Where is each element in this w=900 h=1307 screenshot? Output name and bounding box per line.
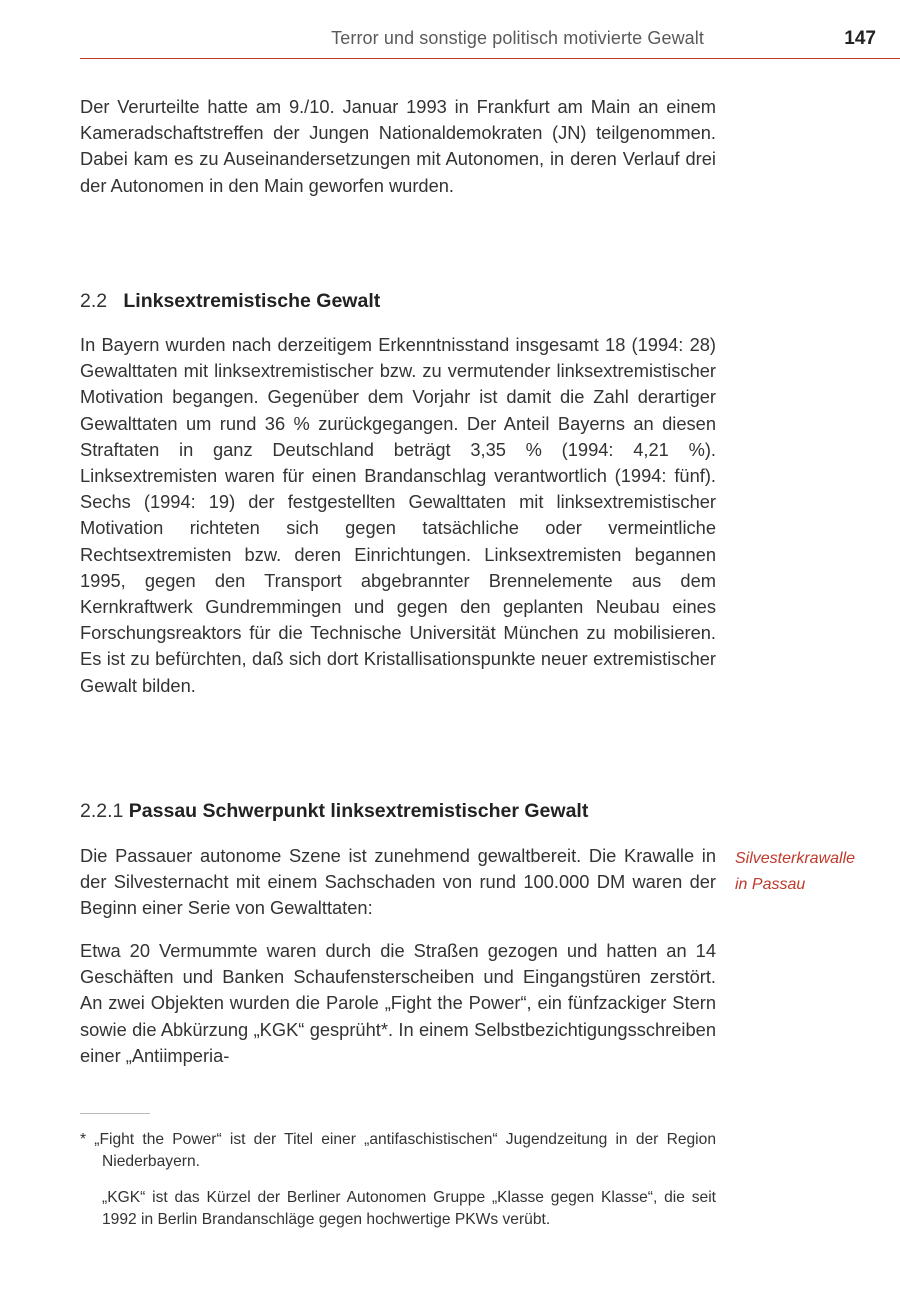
paragraph-verurteilte: Der Verurteilte hatte am 9./10. Januar 1993 in Frankfurt am Main an einem Kameradschaftstreffen der Jungen Nationaldemokraten (JN) teilgenommen. Dabei kam es zu Auseinandersetzungen mit Autonomen, in deren Verlauf drei der Autonomen in den Main geworfen wurden. [80, 96, 716, 196]
header-rule [80, 58, 900, 59]
section-title: Linksextremistische Gewalt [123, 290, 381, 312]
section-number: 2.2 [80, 290, 108, 312]
section-heading-2-2 [80, 290, 780, 313]
footnote-fight-the-power: * „Fight the Power“ ist der Titel einer „antifaschistischen“ Jugendzeitung in der Region Niederbayern. [80, 1131, 716, 1170]
margin-note [735, 846, 885, 898]
footnote-rule [80, 1113, 150, 1114]
page-number: 147 [844, 28, 876, 49]
running-header-title: Terror und sonstige politisch motivierte Gewalt [331, 28, 704, 48]
section-heading-2-2-1 [80, 800, 780, 823]
subsection-number: 2.2.1 [80, 800, 124, 822]
running-header [0, 28, 900, 58]
paragraph-passau: Die Passauer autonome Szene ist zunehmend gewaltbereit. Die Krawalle in der Silvesternacht mit einem Sachschaden von rund 100.000 DM waren der Beginn einer Serie von Gewalttaten: [80, 845, 716, 919]
paragraph-vermummte: Etwa 20 Vermummte waren durch die Straßen gezogen und hatten an 14 Geschäften und Banken Schaufensterscheiben und Eingangstüren zerstört. An zwei Objekten wurden die Parole „Fight the Power“, ein fünfzackiger Stern sowie die Abkürzung „KGK“ gesprüht*. In einem Selbstbezichtigungsschreiben einer „Antiimperia- [80, 940, 716, 1066]
subsection-title: Passau Schwerpunkt linksextremistischer Gewalt [128, 800, 589, 822]
paragraph-bayern: In Bayern wurden nach derzeitigem Erkenntnisstand insgesamt 18 (1994: 28) Gewalttaten mit linksextremistischer bzw. zu vermutender linksextremistischer Motivation begangen. Gegenüber dem Vorjahr ist damit die Zahl derartiger Gewalttaten um rund 36 % zurückgegangen. Der Anteil Bayerns an diesen Straftaten in ganz Deutschland beträgt 3,35 % (1994: 4,21 %). Linksextremisten waren für einen Brandanschlag verantwortlich (1994: fünf). Sechs (1994: 19) der festgestellten Gewalttaten mit linksextremistischer Motivation richteten sich gegen tatsächliche oder vermeintliche Rechtsextremisten bzw. deren Einrichtungen. Linksextremisten begannen 1995, gegen den Transport abgebrannter Brennelemente aus dem Kernkraftwerk Gundremmingen und gegen den geplanten Neubau eines Forschungsreaktors für die Technische Universität München zu mobilisieren. Es ist zu befürchten, daß sich dort Kristallisationspunkte neuer extremistischer Gewalt bilden. [80, 334, 716, 696]
margin-note-line-2: in Passau [735, 876, 806, 893]
margin-note-line-1: Silvesterkrawalle [735, 850, 856, 867]
footnote-kgk: „KGK“ ist das Kürzel der Berliner Autonomen Gruppe „Klasse gegen Klasse“, die seit 1992 in Berlin Brandanschläge gegen hochwertige PKWs verübt. [102, 1189, 716, 1228]
